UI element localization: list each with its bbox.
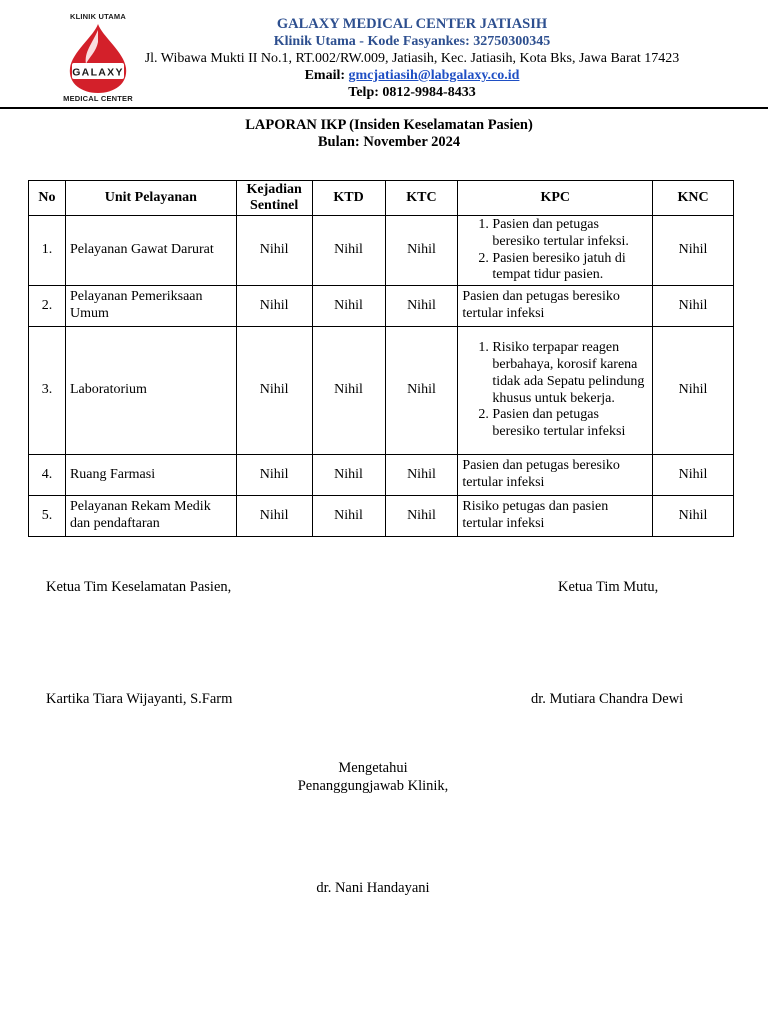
- row-unit: Pelayanan Gawat Darurat: [65, 216, 236, 286]
- kpc-item: 1. Risiko terpapar reagen berbahaya, korosif karena tidak ada Sepatu pelindung khusus untuk bekerja.: [492, 340, 648, 407]
- report-heading: [0, 117, 768, 151]
- table-row: [29, 216, 734, 286]
- row-knc: Nihil: [653, 496, 734, 537]
- row-no: 3.: [29, 327, 66, 455]
- row-unit: Pelayanan Rekam Medik dan pendaftaran: [65, 496, 236, 537]
- kpc-item: 2. Pasien beresiko jatuh di tempat tidur pasien.: [492, 251, 648, 285]
- kpc-list: [462, 217, 648, 284]
- header-sentinel-line1: Kejadian: [246, 182, 302, 197]
- blood-drop-icon: [64, 22, 132, 94]
- clinic-subtitle: Klinik Utama - Kode Fasyankes: 32750300345: [273, 34, 551, 49]
- row-ktd: Nihil: [312, 327, 385, 455]
- row-ktc: Nihil: [385, 286, 458, 327]
- row-unit: Laboratorium: [65, 327, 236, 455]
- email-link[interactable]: gmcjatiasih@labgalaxy.co.id: [348, 68, 520, 83]
- row-kpc: Pasien dan petugas beresiko tertular infeksi: [458, 286, 653, 327]
- logo-brand-text: GALAXY: [72, 66, 124, 79]
- row-ktc: Nihil: [385, 216, 458, 286]
- left-signature-role: Ketua Tim Keselamatan Pasien,: [46, 579, 232, 595]
- table-row: [29, 286, 734, 327]
- row-no: 5.: [29, 496, 66, 537]
- email-line: [130, 67, 694, 84]
- clinic-name: GALAXY MEDICAL CENTER JATIASIH: [276, 16, 548, 32]
- header-ktd: KTD: [312, 181, 385, 216]
- ikp-report-table: [28, 180, 734, 537]
- row-sentinel: Nihil: [236, 327, 312, 455]
- row-knc: Nihil: [653, 216, 734, 286]
- right-signature-role: Ketua Tim Mutu,: [558, 579, 659, 595]
- table-header-row: [29, 181, 734, 216]
- acknowledgement-block: [0, 759, 746, 795]
- report-period: Bulan: November 2024: [317, 134, 461, 150]
- kpc-item: 2. Pasien dan petugas beresiko tertular infeksi: [492, 407, 648, 441]
- row-sentinel: Nihil: [236, 286, 312, 327]
- header-kpc: KPC: [458, 181, 653, 216]
- right-signature-name: dr. Mutiara Chandra Dewi: [531, 691, 684, 707]
- header-no: No: [29, 181, 66, 216]
- kpc-list: [462, 340, 648, 441]
- table-row: [29, 327, 734, 455]
- header-divider: [0, 107, 768, 109]
- logo-bottom-text: MEDICAL CENTER: [63, 94, 133, 103]
- header-sentinel-line2: Sentinel: [250, 198, 299, 213]
- row-sentinel: Nihil: [236, 455, 312, 496]
- row-sentinel: Nihil: [236, 216, 312, 286]
- row-unit: Ruang Farmasi: [65, 455, 236, 496]
- row-unit: Pelayanan Pemeriksaan Umum: [65, 286, 236, 327]
- row-ktc: Nihil: [385, 496, 458, 537]
- clinic-phone: Telp: 0812-9984-8433: [348, 85, 476, 100]
- row-kpc: Risiko petugas dan pasien tertular infeksi: [458, 496, 653, 537]
- acknowledge-line2: Penanggungjawab Klinik,: [297, 778, 449, 794]
- table-row: [29, 455, 734, 496]
- row-ktd: Nihil: [312, 216, 385, 286]
- row-kpc: [458, 327, 653, 455]
- header-ktc: KTC: [385, 181, 458, 216]
- row-ktd: Nihil: [312, 286, 385, 327]
- row-ktc: Nihil: [385, 327, 458, 455]
- row-no: 2.: [29, 286, 66, 327]
- row-kpc: [458, 216, 653, 286]
- row-kpc: Pasien dan petugas beresiko tertular infeksi: [458, 455, 653, 496]
- header-unit: Unit Pelayanan: [65, 181, 236, 216]
- table-row: [29, 496, 734, 537]
- row-no: 4.: [29, 455, 66, 496]
- acknowledge-line1: Mengetahui: [338, 760, 408, 776]
- header-knc: KNC: [653, 181, 734, 216]
- row-knc: Nihil: [653, 327, 734, 455]
- row-knc: Nihil: [653, 455, 734, 496]
- report-title: LAPORAN IKP (Insiden Keselamatan Pasien): [245, 117, 533, 133]
- left-signature-name: Kartika Tiara Wijayanti, S.Farm: [46, 691, 233, 707]
- row-sentinel: Nihil: [236, 496, 312, 537]
- kpc-item: 1. Pasien dan petugas beresiko tertular infeksi.: [492, 217, 648, 251]
- row-knc: Nihil: [653, 286, 734, 327]
- row-ktc: Nihil: [385, 455, 458, 496]
- row-ktd: Nihil: [312, 496, 385, 537]
- clinic-logo: [56, 10, 140, 106]
- header-sentinel: [236, 181, 312, 216]
- acknowledge-name: dr. Nani Handayani: [316, 880, 430, 896]
- letterhead: [130, 16, 694, 101]
- row-ktd: Nihil: [312, 455, 385, 496]
- logo-top-text: KLINIK UTAMA: [69, 12, 126, 21]
- row-no: 1.: [29, 216, 66, 286]
- email-label: Email:: [304, 68, 346, 83]
- clinic-address: Jl. Wibawa Mukti II No.1, RT.002/RW.009, Jatiasih, Kec. Jatiasih, Kota Bks, Jawa Barat 17423: [144, 51, 680, 66]
